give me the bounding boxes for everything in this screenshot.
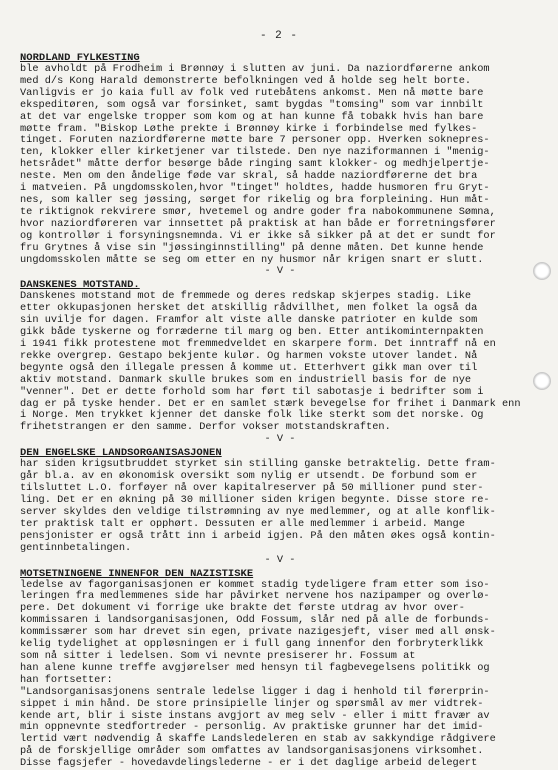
text-line: i Norge. Men trykket kjenner det danske folk like sterkt som det norske. Og	[20, 409, 484, 422]
text-line: kelig tydelighet at oppløsningen er i full gang innenfor den forbryterklikk	[20, 638, 484, 651]
text-line: begynte også den illegale pressen å komme ut. Etterhvert gikk man over til	[20, 361, 478, 374]
text-line: og kontrollør i forsyningsnemnda. Vi er ikke så sikker på at det er sundt for	[20, 229, 496, 242]
section-heading: NORDLAND FYLKESTING	[20, 52, 140, 64]
text-line: ten, klokker eller kirketjener var tilstede. Den nye naziformannen i "menig-	[20, 146, 490, 159]
text-line: på de forskjellige områder som omfattes av landsorganisasjonens virksomhet.	[20, 745, 484, 758]
text-line: tilsluttet L.O. forføyer nå over kapitalreserver på 50 millioner pund ster-	[20, 482, 484, 495]
text-line: kommissaren i landsorganisasjonen, Odd Fossum, slår ned på alle de forbunds-	[20, 614, 490, 627]
text-line: te riktignok rekvirere smør, hvetemel og andre goder fra nabokommunene Sømna,	[20, 205, 496, 218]
text-line: "Landsorganisasjonens sentrale ledelse ligger i dag i henhold til førerprin-	[20, 685, 490, 698]
section-text	[20, 459, 540, 554]
text-line: har siden krigsutbruddet styrket sin stilling ganske betraktelig. Dette fram-	[20, 458, 496, 471]
text-line: han fortsetter:	[20, 673, 113, 686]
text-line: Danskenes motstand mot de fremmede og deres redskap skjerpes stadig. Like	[20, 290, 472, 303]
text-line: sin uvilje for dagen. Framfor alt viste alle danske patrioter en kulde som	[20, 314, 478, 327]
section-motsetningene	[20, 568, 540, 770]
text-line: ter praktisk talt er opphørt. Dessuten er alle medlemmer i arbeid. Mange	[20, 517, 465, 530]
text-line: dag er på tyske hender. Det er en samlet stærk bevegelse for frihet i Danmark enn	[20, 397, 521, 410]
section-text	[20, 291, 540, 434]
text-line: lertid vært nødvendig å skaffe Landsledeleren en stab av sakkyndige rådgivere	[20, 733, 496, 746]
section-nordland-fylkesting	[20, 52, 540, 277]
text-line: neste. Men om den åndelige føde var skral, så hadde naziordførerne det bra	[20, 170, 478, 183]
text-line: leringen fra medlemmenes side har påvirket nervene hos nazipamper og overlø-	[20, 590, 490, 603]
section-separator: - V -	[264, 265, 296, 278]
text-line: gentinnbetalingen.	[20, 541, 132, 554]
text-line: pensjonister er også trått inn i arbeid igjen. På den måten økes også kontin-	[20, 529, 496, 542]
text-line: aktiv motstand. Danmark skulle brukes som en industriell basis for de nye	[20, 373, 472, 386]
text-line: i matveien. På ungdomsskolen,hvor "tinget" holdtes, hadde husmoren fru Gryt-	[20, 182, 490, 195]
text-line: "venner". Det er dette forhold som har ført til sabotasje i bedrifter som i	[20, 385, 484, 398]
text-line: ling. Det er en økning på 30 millioner siden krigen begynte. Disse store re-	[20, 494, 490, 506]
section-engelske-landsorganisasjonen	[20, 447, 540, 565]
text-line: tinget. Foruten naziordførerne møtte bare 7 personer opp. Hverken soknepres-	[20, 134, 490, 147]
text-line: etter okkupasjonen hersket det atskillig rådvillhet, men folket la også da	[20, 302, 478, 315]
text-line: som nå sitter i ledelsen. Som vi nevnte presiserer hr. Fossum at	[20, 649, 416, 662]
section-separator: - V -	[264, 433, 296, 446]
text-line: min oppnevnte stedfortreder - personlig. Av praktiske grunner har det imid-	[20, 721, 484, 734]
text-line: hetsrådet" måtte derfor besørge både ringing samt klokker- og medhjelpertje-	[20, 158, 490, 171]
text-line: Disse fagsjefer - hovedavdelingslederne - er i det daglige arbeid delegert	[20, 757, 478, 770]
section-heading: MOTSETNINGENE INNENFOR DEN NAZISTISKE	[20, 567, 254, 580]
text-line: gikk både tyskerne og forræderne til marg og ben. Etter antikominternpakten	[20, 326, 484, 339]
text-line: sippet i min hånd. De store prinsipielle linjer og spørsmål av mer vidtrek-	[20, 697, 484, 710]
text-line: Vanligvis er jo kaia full av folk ved rutebåtens ankomst. Men nå møtte bare	[20, 86, 484, 99]
text-line: fru Grytnes å vise sin "jøssinginnstilling" på denne måten. Det kunne hende	[20, 241, 484, 254]
section-heading: DEN ENGELSKE LANDSORGANISASJONEN	[20, 447, 222, 460]
text-line: går bl.a. av en økonomisk oversikt som nylig er utsendt. De forbund som er	[20, 470, 478, 483]
text-line: frihetstrangen er den samme. Derfor vokser motstandskraften.	[20, 421, 391, 434]
section-text	[20, 64, 540, 266]
text-line: kommissærer som har drevet sin egen, private nazigesjeft, viser med all ønsk-	[20, 626, 496, 639]
text-line: med d/s Kong Harald demonstrerte befolkningen ved å holde seg helt borte.	[20, 74, 472, 87]
text-line: ekspeditøren, som også var forsinket, samt bygdas "tomsing" som var innbilt	[20, 98, 484, 111]
text-line: at det var engelske tropper som kom og at han kunne få tobakk hvis han bare	[20, 110, 484, 123]
section-danskenes-motstand	[20, 279, 540, 445]
text-line: han alene kunne treffe avgjørelser med hensyn til fagbevegelsens politikk og	[20, 661, 490, 674]
text-line: server skyldes den veldige tilstrømning av nye medlemmer, og at alle konflik-	[20, 505, 496, 518]
text-line: ungdomsskolen måtte se seg om etter en ny husmor når krigen snart er slutt.	[20, 253, 484, 266]
page-number: - 2 -	[259, 30, 298, 42]
text-line: i 1941 fikk protestene mot fremmedveldet en skarpere form. Det inntraff nå en	[20, 338, 496, 351]
section-heading: DANSKENES MOTSTAND.	[20, 279, 140, 292]
text-line: ledelse av fagorganisasjonen er kommet stadig tydeligere fram etter som iso-	[20, 578, 490, 591]
punch-hole	[533, 372, 551, 390]
text-line: møtte fram. "Biskop Løthe prekte i Brønnøy kirke i forbindelse med fylkes-	[20, 122, 478, 135]
section-text	[20, 580, 540, 770]
text-line: ble avholdt på Frodheim i Brønnøy i slutten av juni. Da naziordførerne ankom	[20, 63, 490, 75]
text-line: rekke overgrep. Gestapo bekjente kulør. Og harmen vokste utover landet. Nå	[20, 349, 478, 362]
section-separator: - V -	[264, 553, 296, 566]
document-body	[20, 52, 540, 770]
text-line: pere. Det dokument vi forrige uke brakte det første utdrag av hvor over-	[20, 602, 465, 615]
text-line: kende art, blir i siste instans avgjort av meg selv - eller i mitt fravær av	[20, 709, 490, 722]
text-line: nes, som kaller seg jøssing, sørget for rikelig og bra forpleining. Hun måt-	[20, 193, 490, 206]
text-line: hvor naziordføreren var innsettet på praktisk at han både er forretningsfører	[20, 217, 496, 230]
punch-hole	[533, 262, 551, 280]
